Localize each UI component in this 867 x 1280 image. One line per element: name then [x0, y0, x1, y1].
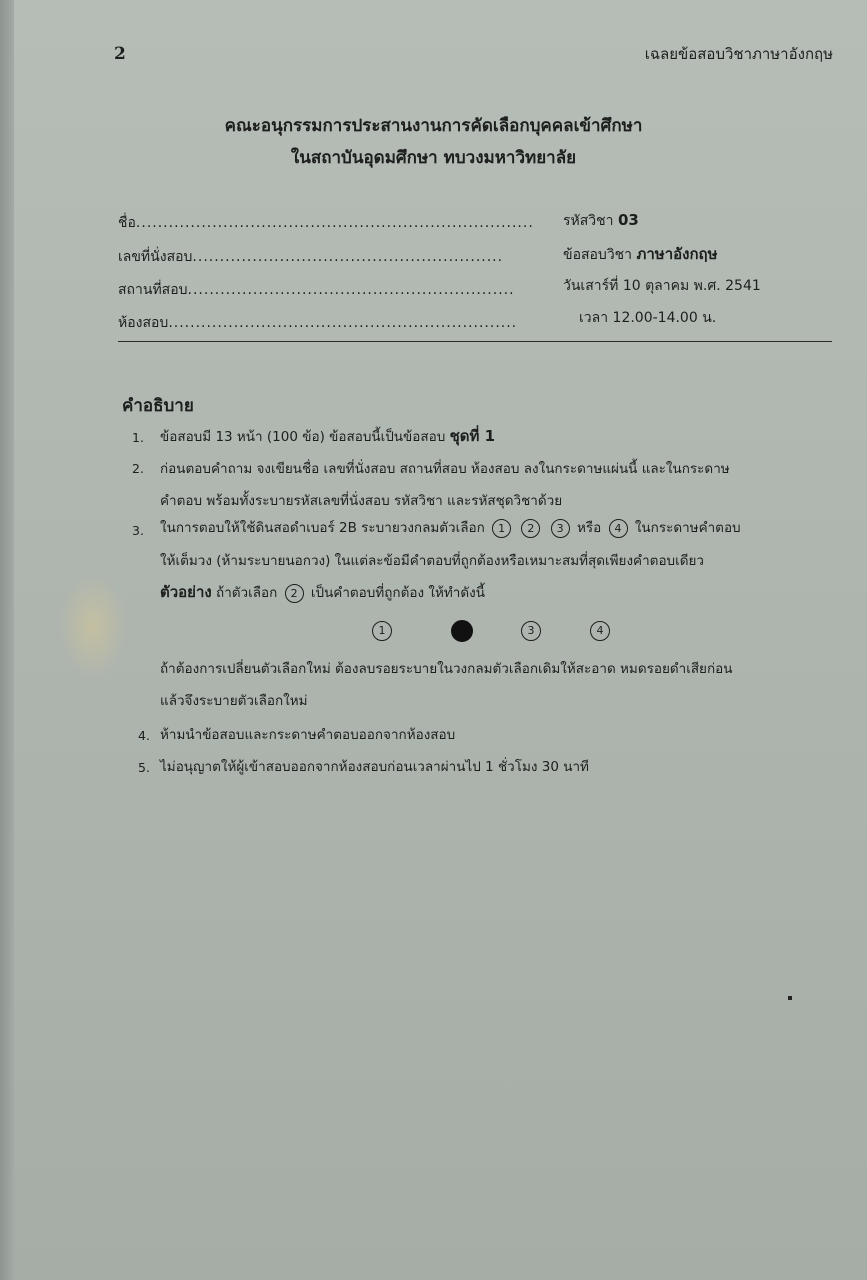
instruction-item-3-line-1 — [160, 516, 741, 538]
example-bubble-3-icon: 3 — [521, 621, 541, 641]
instructions-title: คำอธิบาย — [122, 396, 194, 416]
field-label: ห้องสอบ — [118, 315, 169, 331]
set-number: ชุดที่ 1 — [449, 427, 496, 445]
item-number: 1. — [132, 430, 144, 445]
header-line-2: ในสถาบันอุดมศึกษา ทบวงมหาวิทยาลัย — [290, 148, 577, 168]
item-number: 4. — [138, 728, 150, 743]
field-label: ชื่อ — [118, 215, 136, 231]
choice-2-icon: 2 — [285, 584, 304, 603]
form-field-venue — [118, 279, 515, 301]
field-label: เลขที่นั่งสอบ — [118, 249, 193, 265]
instruction-item-5: ไม่อนุญาตให้ผู้เข้าสอบออกจากห้องสอบก่อนเวลาผ่านไป 1 ชั่วโมง 30 นาที — [160, 759, 589, 775]
item-text: ในกระดาษคำตอบ — [634, 520, 741, 536]
change-answer-line-1: ถ้าต้องการเปลี่ยนตัวเลือกใหม่ ต้องลบรอยระบายในวงกลมตัวเลือกเดิมให้สะอาด หมดรอยดำเสียก่อน — [160, 661, 733, 677]
example-line — [160, 580, 485, 604]
subject-code-label: รหัสวิชา — [563, 213, 614, 229]
item-number: 2. — [132, 461, 144, 476]
item-text: ถ้าตัวเลือก — [216, 585, 278, 601]
subject-name-value: ภาษาอังกฤษ — [636, 245, 718, 263]
header-divider — [118, 341, 832, 342]
paper-stain — [58, 572, 128, 680]
instruction-item-2-line-2: คำตอบ พร้อมทั้งระบายรหัสเลขที่นั่งสอบ รหัสวิชา และรหัสชุดวิชาด้วย — [160, 493, 563, 509]
or-text: หรือ — [576, 520, 602, 536]
instruction-item-1 — [160, 424, 495, 448]
running-title: เฉลยข้อสอบวิชาภาษาอังกฤษ — [644, 45, 833, 63]
subject-name — [563, 242, 718, 266]
choice-3-icon: 3 — [551, 519, 570, 538]
binding-edge — [0, 0, 14, 1280]
item-text: ข้อสอบมี 13 หน้า (100 ข้อ) ข้อสอบนี้เป็นข้อสอบ — [160, 429, 446, 445]
example-label: ตัวอย่าง — [160, 583, 212, 601]
choice-2-icon: 2 — [521, 519, 540, 538]
item-text: ในการตอบให้ใช้ดินสอดำเบอร์ 2B ระบายวงกลมตัวเลือก — [160, 520, 485, 536]
item-number: 3. — [132, 523, 144, 538]
field-dots: ................................................................ — [168, 315, 518, 331]
item-number: 5. — [138, 760, 150, 775]
field-dots: ......................................................................... — [135, 215, 534, 231]
change-answer-line-2: แล้วจึงระบายตัวเลือกใหม่ — [160, 693, 308, 709]
exam-date: วันเสาร์ที่ 10 ตุลาคม พ.ศ. 2541 — [563, 278, 761, 294]
exam-time: เวลา 12.00-14.00 น. — [579, 310, 717, 326]
example-bubble-4-icon: 4 — [590, 621, 610, 641]
subject-code-value: 03 — [617, 211, 639, 229]
field-dots: ......................................................... — [192, 249, 504, 265]
subject-code — [563, 210, 639, 232]
instruction-item-3-line-2: ให้เต็มวง (ห้ามระบายนอกวง) ในแต่ละข้อมีคำตอบที่ถูกต้องหรือเหมาะสมที่สุดเพียงคำตอบเดียว — [160, 553, 704, 569]
field-label: สถานที่สอบ — [118, 282, 188, 298]
ink-speck — [788, 996, 792, 1000]
instruction-item-2-line-1: ก่อนตอบคำถาม จงเขียนชื่อ เลขที่นั่งสอบ สถานที่สอบ ห้องสอบ ลงในกระดาษแผ่นนี้ และในกระดาษ — [160, 461, 730, 477]
subject-label: ข้อสอบวิชา — [563, 247, 633, 263]
form-field-seat — [118, 246, 503, 268]
field-dots: ............................................................ — [187, 282, 515, 298]
choice-1-icon: 1 — [492, 519, 511, 538]
item-text: เป็นคำตอบที่ถูกต้อง ให้ทำดังนี้ — [310, 585, 485, 601]
page-number: 2 — [114, 44, 126, 64]
header-line-1: คณะอนุกรรมการประสานงานการคัดเลือกบุคคลเข้าศึกษา — [224, 116, 643, 136]
choice-4-icon: 4 — [609, 519, 628, 538]
form-field-room — [118, 312, 517, 334]
example-bubble-1-icon: 1 — [372, 621, 392, 641]
form-field-name — [118, 212, 534, 234]
example-bubble-filled-icon — [451, 620, 473, 642]
instruction-item-4: ห้ามนำข้อสอบและกระดาษคำตอบออกจากห้องสอบ — [160, 727, 456, 743]
